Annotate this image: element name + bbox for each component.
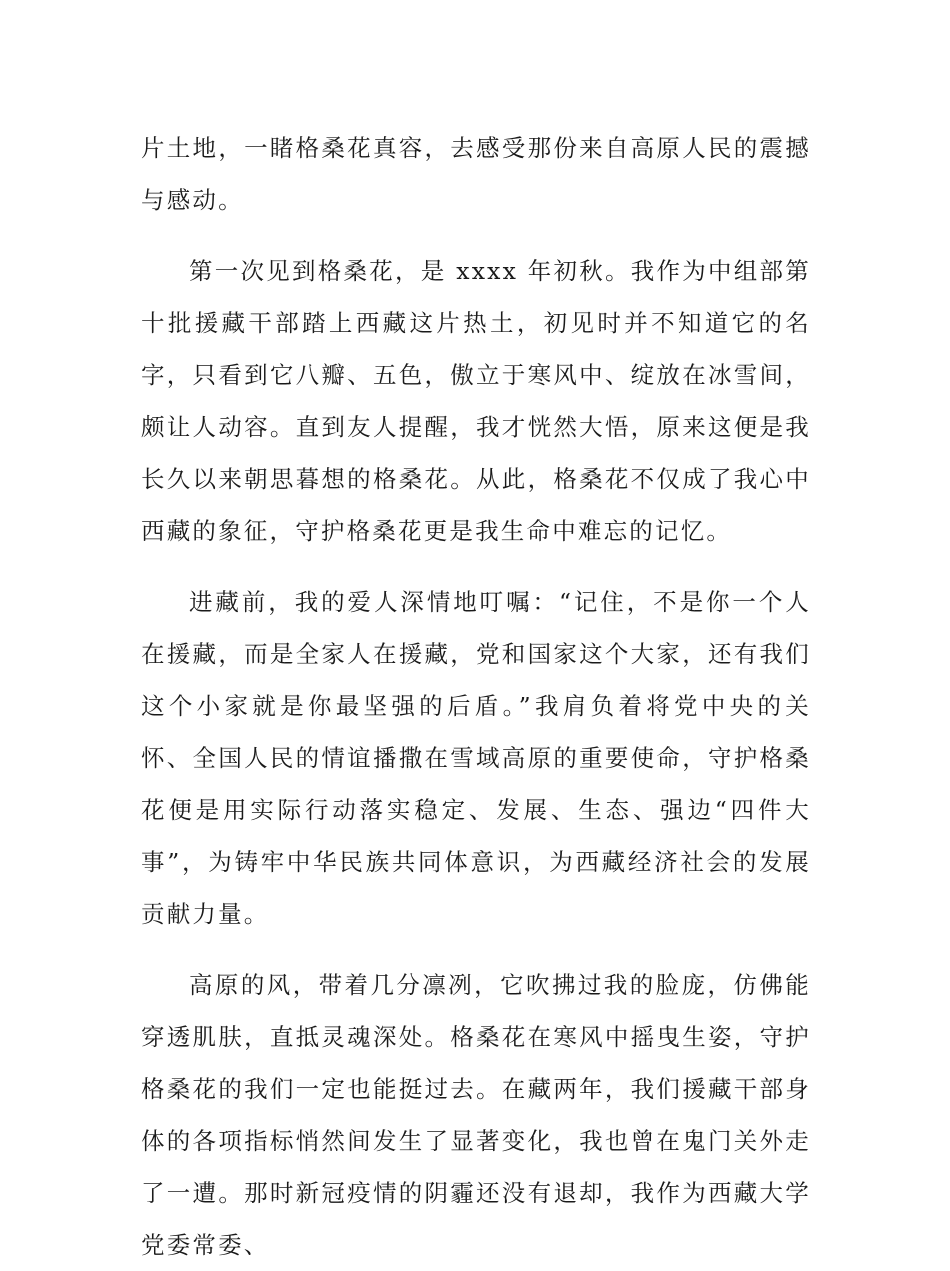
paragraph-plateau-wind: 高原的风，带着几分凛冽，它吹拂过我的脸庞，仿佛能穿透肌肤，直抵灵魂深处。格桑花在寒风中摇曳生姿，守护格桑花的我们一定也能挺过去。在藏两年，我们援藏干部身体的各项指标悄然间发生了显著变化，我也曾在鬼门关外走了一遭。那时新冠疫情的阴霾还没有退却，我作为西藏大学党委常委、 (141, 971, 811, 1259)
paragraph-first-encounter: 第一次见到格桑花，是 xxxx 年初秋。我作为中组部第十批援藏干部踏上西藏这片热土，初见时并不知道它的名字，只看到它八瓣、五色，傲立于寒风中、绽放在冰雪间，颇让人动容。直到友人提醒，我才恍然大悟，原来这便是我长久以来朝思暮想的格桑花。从此，格桑花不仅成了我心中西藏的象征，守护格桑花更是我生命中难忘的记忆。 (141, 257, 811, 545)
paragraph-continuation: 片土地，一睹格桑花真容，去感受那份来自高原人民的震撼与感动。 (141, 134, 811, 214)
document-body (141, 122, 811, 1271)
paragraph-before-tibet: 进藏前，我的爱人深情地叮嘱：“记住，不是你一个人在援藏，而是全家人在援藏，党和国家这个大家，还有我们这个小家就是你最坚强的后盾。”我肩负着将党中央的关怀、全国人民的情谊播撒在雪域高原的重要使命，守护格桑花便是用实际行动落实稳定、发展、生态、强边“四件大事”，为铸牢中华民族共同体意识，为西藏经济社会的发展贡献力量。 (141, 588, 811, 928)
